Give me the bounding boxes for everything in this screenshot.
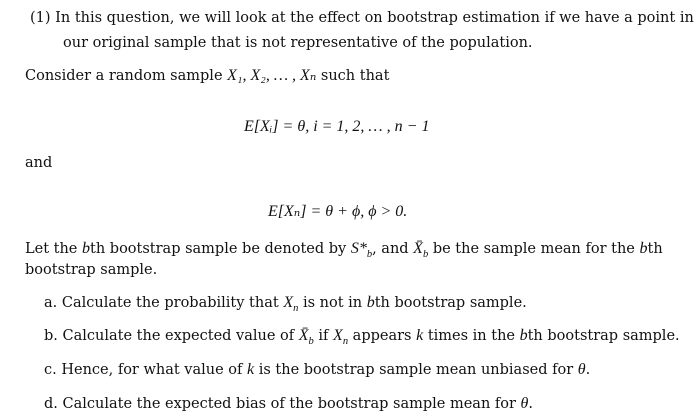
question-intro-text-2: our original sample that is not representative of the population. [63,35,533,51]
sample-mean-symbol: $X̄_b$ [413,240,429,261]
definition-text-1: Let the [25,241,78,257]
question-intro-line-1 [30,9,694,27]
definition-text-3: , and [372,241,409,257]
definition-text-5: th [647,241,663,257]
part-b-b-symbol: b [519,327,528,344]
part-b-var: $X_n$ [333,327,349,348]
part-b-text-4: times in the [427,328,515,344]
part-b-mean: $X̄_b$ [298,327,314,348]
part-d [44,395,533,413]
part-a-label: a. [44,295,58,311]
sample-symbol: $S*_b$ [350,240,373,261]
part-c-text-2: is the bootstrap sample mean unbiased for [258,362,574,378]
part-c-k-symbol: k [247,361,255,378]
part-a-text-2: is not in [302,295,363,311]
part-a-var: $X_n$ [283,294,299,315]
part-a-text-3: th bootstrap sample. [374,295,527,311]
part-b-k-symbol: k [416,327,424,344]
b-symbol-2: b [639,240,648,257]
part-b-text-1: Calculate the expected value of [62,328,295,344]
part-c-text-1: Hence, for what value of [61,362,243,378]
setup-sentence [25,67,389,85]
part-a [44,294,527,318]
part-d-theta: θ [520,395,529,412]
such-that-text: such that [320,68,390,84]
part-d-text-2: . [528,396,534,412]
part-b-label: b. [44,328,58,344]
equation-expectation-2: E[Xₙ] = θ + ϕ, ϕ > 0. [268,203,408,220]
part-b-text-5: th bootstrap sample. [527,328,680,344]
part-c [44,361,590,379]
question-number: (1) [30,10,51,26]
consider-text: Consider a random sample [25,68,223,84]
part-a-text-1: Calculate the probability that [61,295,279,311]
question-intro-text-1: In this question, we will look at the effect on bootstrap estimation if we have a point in [55,10,694,26]
part-b-text-2: if [318,328,329,344]
sample-expression: X₁, X₂, … , Xₙ [227,67,317,84]
definition-text-4: be the sample mean for the [432,241,635,257]
equation-expectation-1: E[Xᵢ] = θ, i = 1, 2, … , n − 1 [244,118,430,135]
definition-text-2: th bootstrap sample be denoted by [90,241,347,257]
part-b [44,327,680,351]
part-b-text-3: appears [352,328,412,344]
part-c-text-3: . [585,362,591,378]
and-text: and [25,155,53,171]
question-intro-line-2 [63,34,533,52]
part-c-theta: θ [577,361,586,378]
b-symbol: b [82,240,91,257]
part-d-text-1: Calculate the expected bias of the bootstrap sample mean for [62,396,516,412]
part-d-label: d. [44,396,58,412]
bootstrap-definition-line-2: bootstrap sample. [25,262,158,278]
part-a-b-symbol: b [366,294,375,311]
part-c-label: c. [44,362,57,378]
